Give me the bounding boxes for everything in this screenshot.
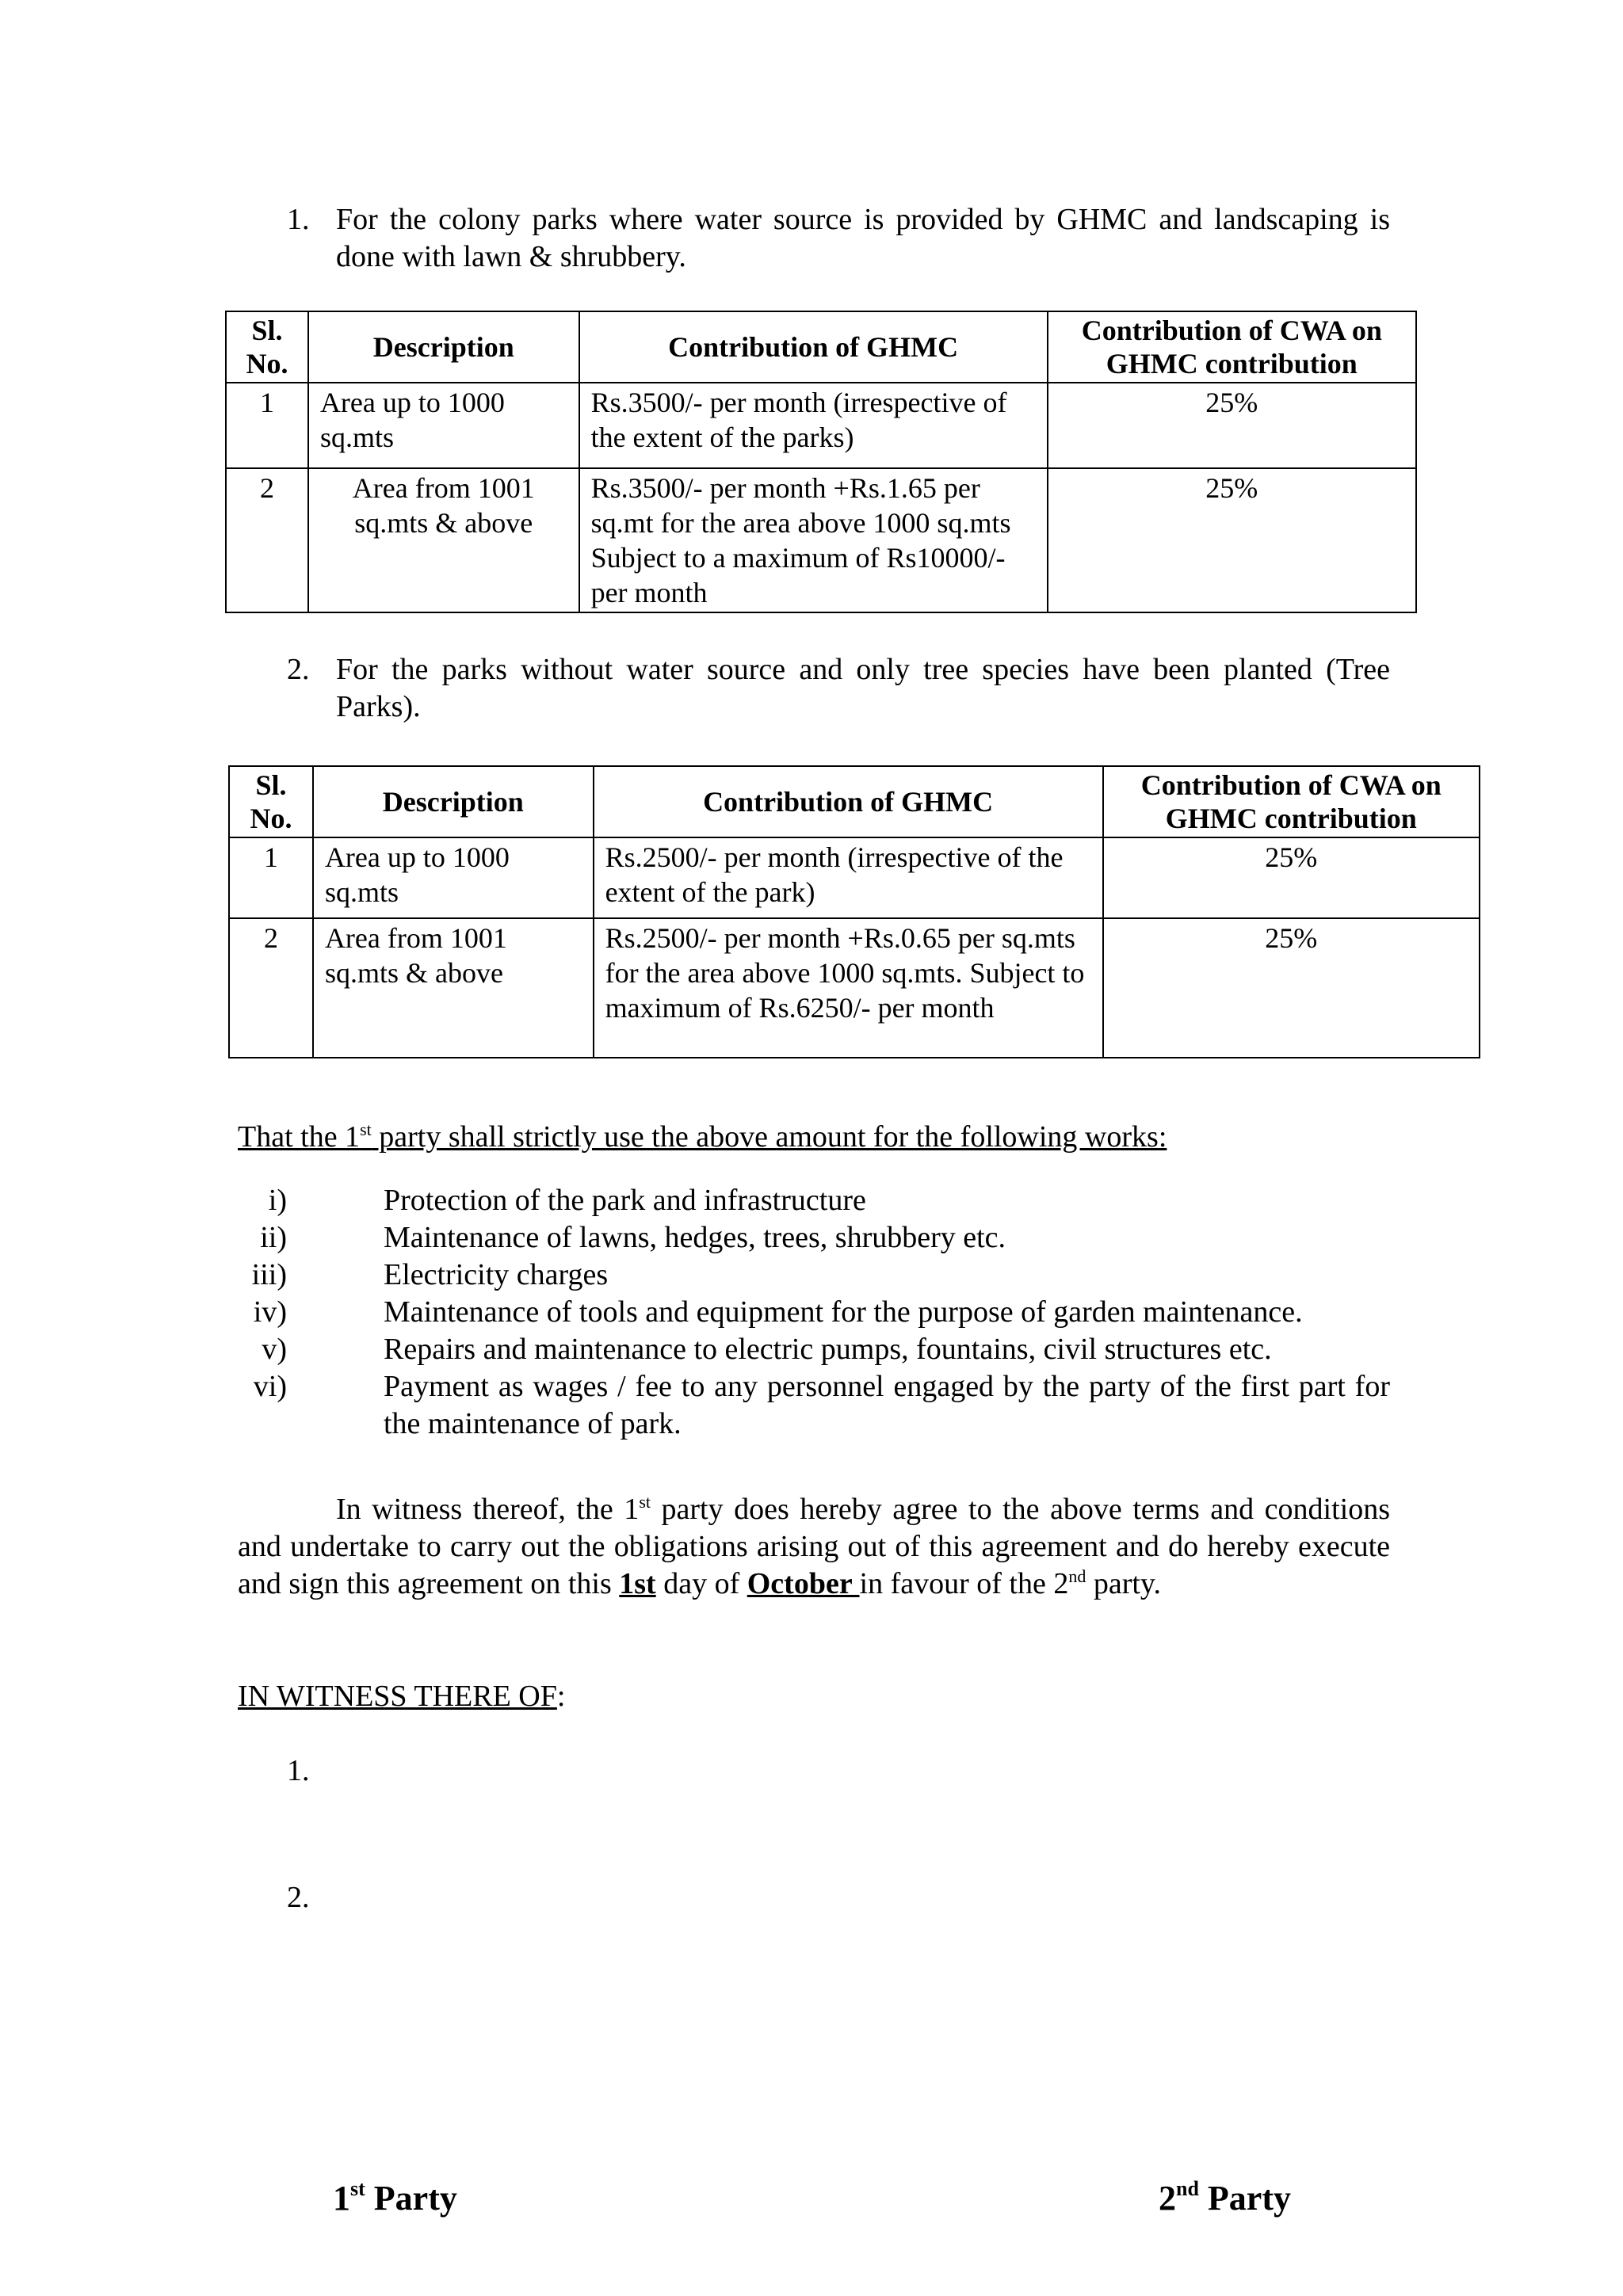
row-description: Area up to 1000 sq.mts [308, 383, 579, 468]
witness-line-2: 2. [287, 1881, 310, 1914]
header-cwa-contribution: Contribution of CWA on GHMC contribution [1103, 766, 1480, 837]
list-item: Repairs and maintenance to electric pumps, fountains, civil structures etc. [384, 1333, 1272, 1366]
table-row [229, 837, 1480, 918]
usage-heading: That the 1st party shall strictly use the above amount for the following works: [238, 1119, 1167, 1154]
list-item-numeral: vi) [253, 1370, 287, 1403]
section-1-number: 1. [287, 203, 310, 236]
list-item-numeral: i) [268, 1184, 287, 1217]
row-cwa: 25% [1048, 468, 1416, 612]
row-cwa: 25% [1103, 837, 1480, 918]
row-ghmc: Rs.2500/- per month (irrespective of the extent of the park) [594, 837, 1103, 918]
table-header-row [229, 766, 1480, 837]
header-ghmc-contribution: Contribution of GHMC [579, 311, 1048, 383]
table-row [226, 468, 1416, 612]
agreement-day: 1st [619, 1567, 656, 1600]
row-sl: 2 [229, 918, 313, 1058]
section-1-text: For the colony parks where water source is provided by GHMC and landscaping is done with lawn & shrubbery. [336, 203, 1390, 273]
row-cwa: 25% [1048, 383, 1416, 468]
row-ghmc: Rs.2500/- per month +Rs.0.65 per sq.mts for the area above 1000 sq.mts. Subject to maximum of Rs.6250/- per month [594, 918, 1103, 1058]
list-item: Maintenance of tools and equipment for the purpose of garden maintenance. [384, 1295, 1303, 1329]
row-description: Area from 1001 sq.mts & above [308, 468, 579, 612]
witness-paragraph: In witness thereof, the 1st party does hereby agree to the above terms and conditions and undertake to carry out the obligations arising out of this agreement and do hereby execute and sign this agreement on this 1st day of October in favour of the 2nd party. [238, 1492, 1391, 1600]
section-2-text: For the parks without water source and only tree species have been planted (Tree Parks). [336, 653, 1390, 723]
section-2-number: 2. [287, 653, 310, 686]
table-colony-parks [225, 311, 1417, 613]
list-item-numeral: v) [262, 1333, 287, 1366]
second-party-signature: 2nd Party [1159, 2177, 1291, 2218]
list-item: Electricity charges [384, 1258, 609, 1291]
header-sl-no: Sl. No. [226, 311, 308, 383]
header-ghmc-contribution: Contribution of GHMC [594, 766, 1103, 837]
first-party-signature: 1st Party [333, 2177, 457, 2218]
row-description: Area up to 1000 sq.mts [313, 837, 594, 918]
table-row [229, 918, 1480, 1058]
table-header-row [226, 311, 1416, 383]
row-sl: 2 [226, 468, 308, 612]
header-cwa-contribution: Contribution of CWA on GHMC contribution [1048, 311, 1416, 383]
list-item-numeral: iv) [253, 1295, 287, 1329]
row-ghmc: Rs.3500/- per month +Rs.1.65 per sq.mt for the area above 1000 sq.mts Subject to a maximum of Rs10000/- per month [579, 468, 1048, 612]
header-description: Description [313, 766, 594, 837]
list-item-numeral: iii) [251, 1258, 287, 1291]
header-description: Description [308, 311, 579, 383]
table-tree-parks [228, 765, 1480, 1058]
witness-line-1: 1. [287, 1754, 310, 1787]
list-item: Payment as wages / fee to any personnel engaged by the party of the first part for the maintenance of park. [384, 1370, 1390, 1440]
row-sl: 1 [229, 837, 313, 918]
row-ghmc: Rs.3500/- per month (irrespective of the extent of the parks) [579, 383, 1048, 468]
row-sl: 1 [226, 383, 308, 468]
witness-heading: IN WITNESS THERE OF: [238, 1680, 566, 1713]
header-sl-no: Sl. No. [229, 766, 313, 837]
list-item: Protection of the park and infrastructure [384, 1184, 866, 1217]
list-item: Maintenance of lawns, hedges, trees, shrubbery etc. [384, 1221, 1006, 1254]
table-row [226, 383, 1416, 468]
row-cwa: 25% [1103, 918, 1480, 1058]
row-description: Area from 1001 sq.mts & above [313, 918, 594, 1058]
agreement-month: October [747, 1567, 860, 1600]
list-item-numeral: ii) [260, 1221, 287, 1254]
